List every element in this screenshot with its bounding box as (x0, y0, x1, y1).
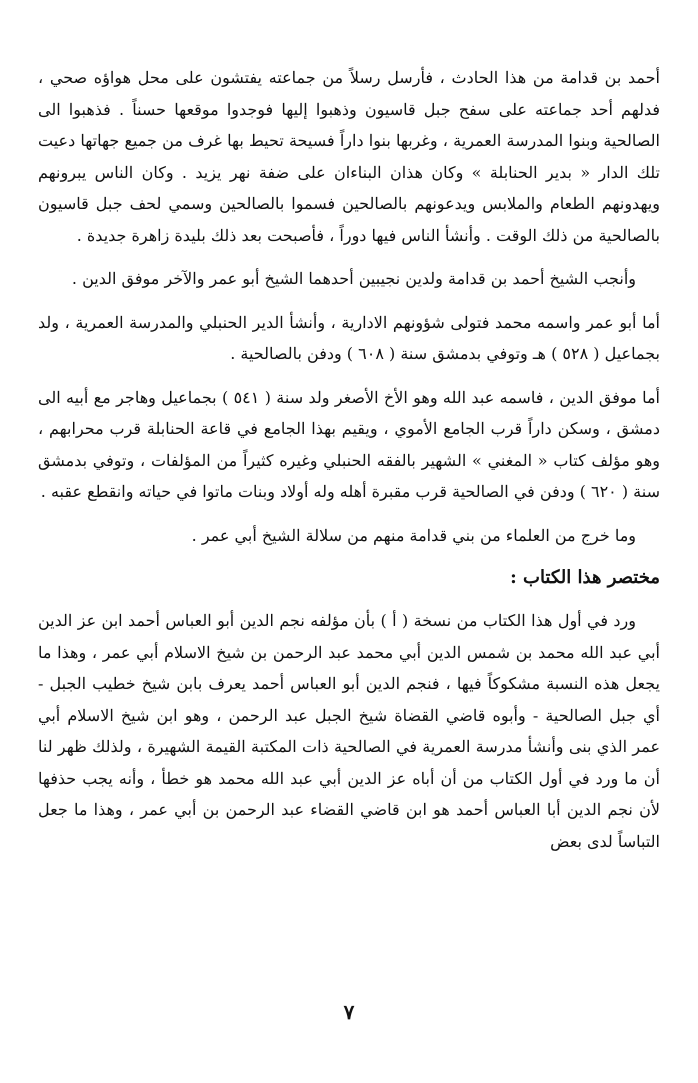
body-text (38, 62, 660, 869)
paragraph-4: أما موفق الدين ، فاسمه عبد الله وهو الأخ الأصغر ولد سنة ( ٥٤١ ) بجماعيل وهاجر مع أبيه الى دمشق ، وسكن داراً قرب الجامع الأموي ، ويقيم بهذا الجامع في قاعة الحنابلة قرب محرابهم ، وهو مؤلف كتاب « المغني » الشهير بالفقه الحنبلي وغيره كثيراً من المؤلفات ، وتوفي بدمشق سنة ( ٦٢٠ ) ودفن في الصالحية قرب مقبرة أهله وله أولاد وبنات ماتوا في حياته وانقطع عقبه . (38, 387, 660, 501)
section-heading: مختصر هذا الكتاب : (510, 567, 660, 588)
page-number: ٧ (343, 1000, 355, 1024)
paragraph-1: أحمد بن قدامة من هذا الحادث ، فأرسل رسلاً من جماعته يفتشون على محل هواؤه صحي ، فدلهم أحد جماعته على سفح جبل قاسيون وذهبوا إليها فوجدوا موقعها حسناً . فذهبوا الى الصالحية وبنوا المدرسة العمرية ، وغربها بنوا داراً فسيحة تحيط بها غرف من جميع جهاتها دعيت تلك الدار « بدير الحنابلة » وكان هذان البناءان على ضفة نهر يزيد . وكان الناس يبرونهم ويهدونهم الطعام والملابس ويدعونهم بالصالحين فسموا بالصالحين وسمي لحف جبل قاسيون بالصالحية من ذلك الوقت . وأنشأ الناس فيها دوراً ، فأصبحت بعد ذلك بليدة زاهرة جديدة . (38, 68, 660, 245)
summary-paragraph: ورد في أول هذا الكتاب من نسخة ( أ ) بأن مؤلفه نجم الدين أبو العباس أحمد ابن عز الدين أبي عبد الله محمد بن شمس الدين أبي محمد عبد الرحمن بن شيخ الاسلام أبي عمر ، وهذا ما يجعل هذه النسبة مشكوكاً فيها ، فنجم الدين أبو العباس أحمد يعرف بابن شيخ خطيب الجبل - أي جبل الصالحية - وأبوه قاضي القضاة شيخ الجبل عبد الرحمن ، وهو ابن شيخ الاسلام أبي عمر الذي بنى وأنشأ مدرسة العمرية في الصالحية ذات المكتبة القيمة الشهيرة ، ولذلك ظهر لنا أن ما ورد في أول الكتاب من أن أباه عز الدين أبي عبد الله محمد هو خطأ ، وأنه يجب حذفها لأن نجم الدين أبا العباس أحمد هو ابن قاضي القضاء عبد الرحمن بن أبي عمر ، وهذا ما جعل التباساً لدى بعض (38, 611, 660, 851)
paragraph-3: أما أبو عمر واسمه محمد فتولى شؤونهم الادارية ، وأنشأ الدير الحنبلي والمدرسة العمرية ، ولد بجماعيل ( ٥٢٨ ) هـ وتوفي بدمشق سنة ( ٦٠٨ ) ودفن بالصالحية . (38, 312, 660, 363)
paragraph-2: وأنجب الشيخ أحمد بن قدامة ولدين نجيبين أحدهما الشيخ أبو عمر والآخر موفق الدين . (71, 269, 636, 288)
paragraph-5: وما خرج من العلماء من بني قدامة منهم من سلالة الشيخ أبي عمر . (191, 525, 636, 545)
